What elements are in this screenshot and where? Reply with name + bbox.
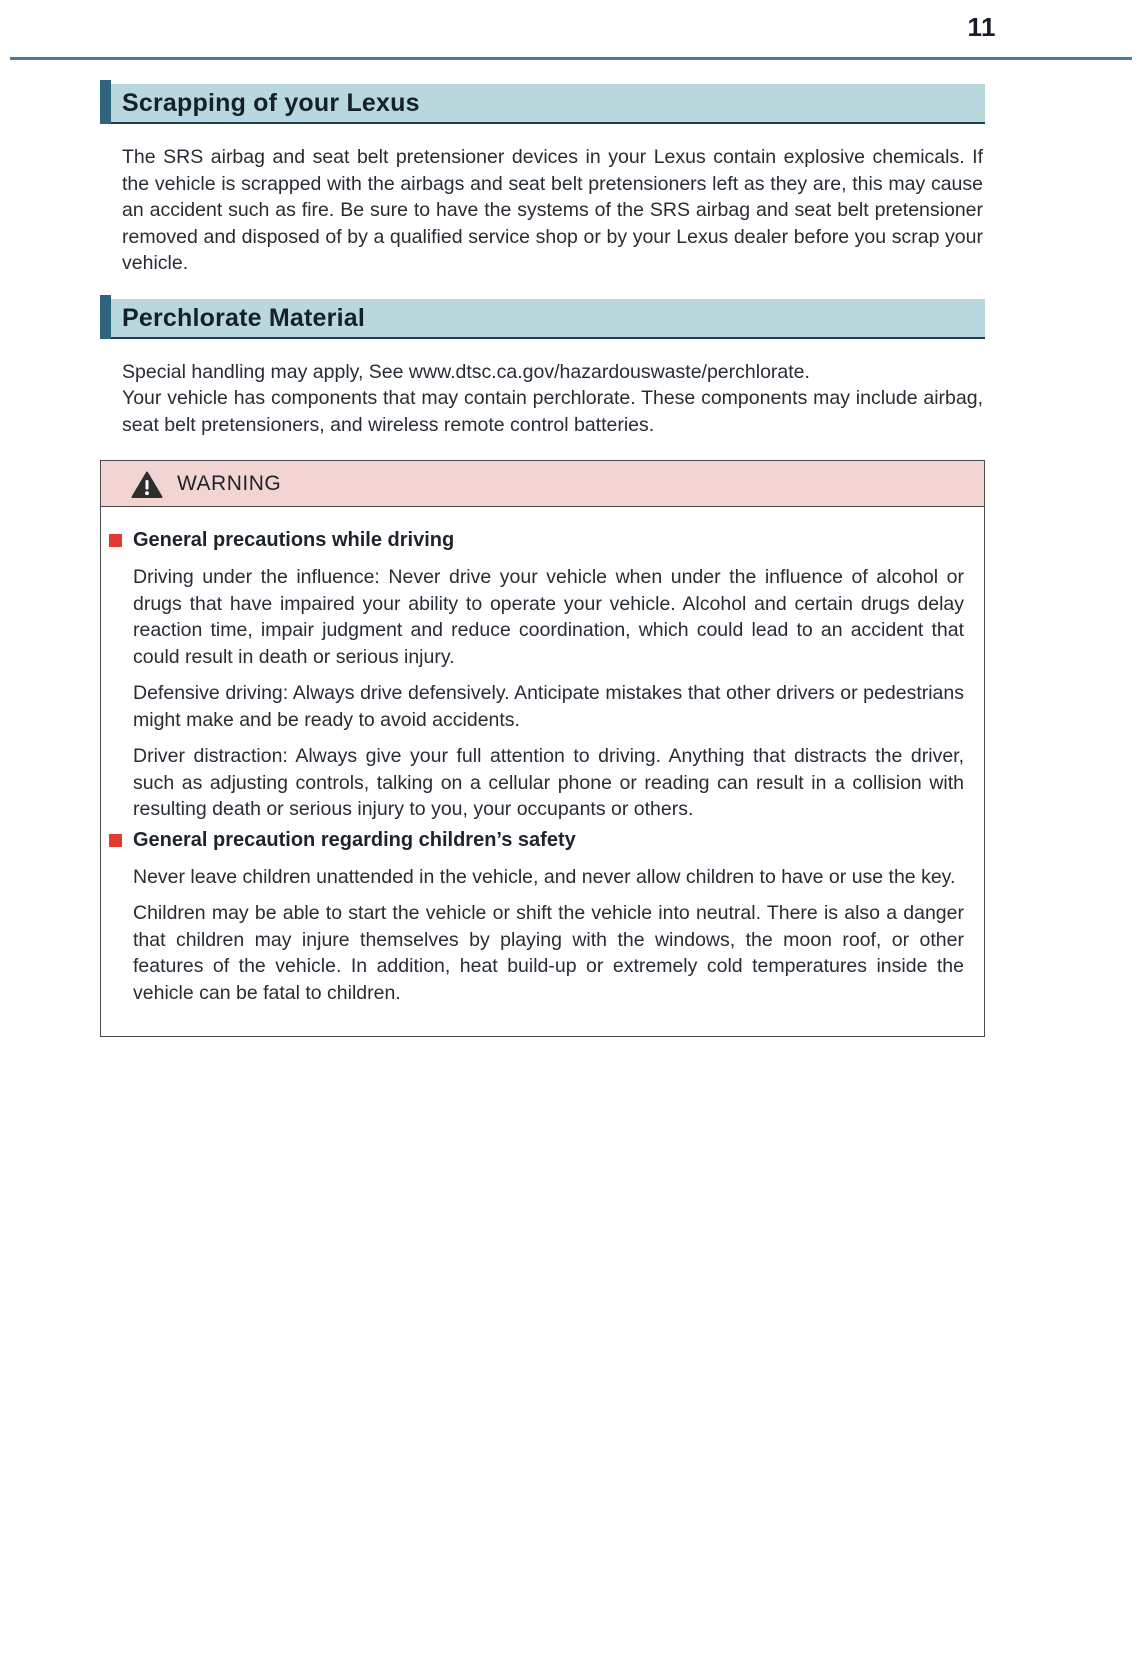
body-paragraph: Special handling may apply, See www.dtsc.ca.gov/hazardouswaste/perchlorate. — [122, 360, 810, 383]
warning-box — [100, 460, 985, 1037]
section-title: Perchlorate Material — [122, 303, 365, 332]
body-paragraph: Your vehicle has components that may contain perchlorate. These components may include airbag, seat belt pretensioners, and wireless remote control batteries. — [122, 387, 983, 436]
page-content — [100, 84, 985, 1037]
warning-item-heading — [109, 829, 964, 852]
warning-body — [101, 507, 984, 1036]
section-body — [100, 144, 985, 277]
red-square-bullet-icon — [109, 534, 122, 547]
section-heading — [100, 299, 985, 339]
body-paragraph: The SRS airbag and seat belt pretensioner devices in your Lexus contain explosive chemicals. If the vehicle is scrapped with the airbags and seat belt pretensioners left as they are, this may cause an accident such as fire. Be sure to have the systems of the SRS airbag and seat belt pretensioner removed and disposed of by a qualified service shop or by your Lexus dealer before you scrap your vehicle. — [122, 146, 983, 274]
section-scrapping — [100, 84, 985, 277]
warning-label: WARNING — [177, 471, 282, 495]
page-number: 11 — [967, 12, 996, 42]
warning-paragraph: Never leave children unattended in the vehicle, and never allow children to have or use the key. — [133, 865, 956, 888]
warning-item-title: General precautions while driving — [133, 529, 455, 551]
warning-paragraph: Children may be able to start the vehicle or shift the vehicle into neutral. There is also a danger that children may injure themselves by playing with the windows, the moon roof, or other features of the vehicle. In addition, heat build-up or extremely cold temperatures inside the vehicle can be fatal to children. — [133, 902, 964, 1004]
section-body — [100, 359, 985, 439]
warning-item-children-safety — [109, 829, 964, 1007]
warning-item-driving — [109, 529, 964, 823]
warning-item-heading — [109, 529, 964, 552]
section-heading — [100, 84, 985, 124]
red-square-bullet-icon — [109, 834, 122, 847]
section-perchlorate — [100, 299, 985, 439]
warning-paragraph: Defensive driving: Always drive defensively. Anticipate mistakes that other drivers or pedestrians might make and be ready to avoid accidents. — [133, 682, 964, 731]
warning-triangle-icon — [131, 471, 163, 499]
header-rule — [10, 57, 1132, 60]
warning-paragraph: Driving under the influence: Never drive your vehicle when under the influence of alcohol or drugs that have impaired your ability to operate your vehicle. Alcohol and certain drugs delay reaction time, impair judgment and reduce coordination, which could lead to an accident that could result in death or serious injury. — [133, 566, 964, 668]
heading-accent-bar — [100, 295, 111, 339]
section-title: Scrapping of your Lexus — [122, 89, 420, 117]
warning-item-title: General precaution regarding children’s safety — [133, 828, 576, 851]
warning-paragraph: Driver distraction: Always give your full attention to driving. Anything that distracts the driver, such as adjusting controls, talking on a cellular phone or reading can result in a collision with resulting death or serious injury to you, your occupants or others. — [133, 745, 964, 820]
heading-accent-bar — [100, 80, 111, 124]
warning-header — [101, 461, 984, 507]
